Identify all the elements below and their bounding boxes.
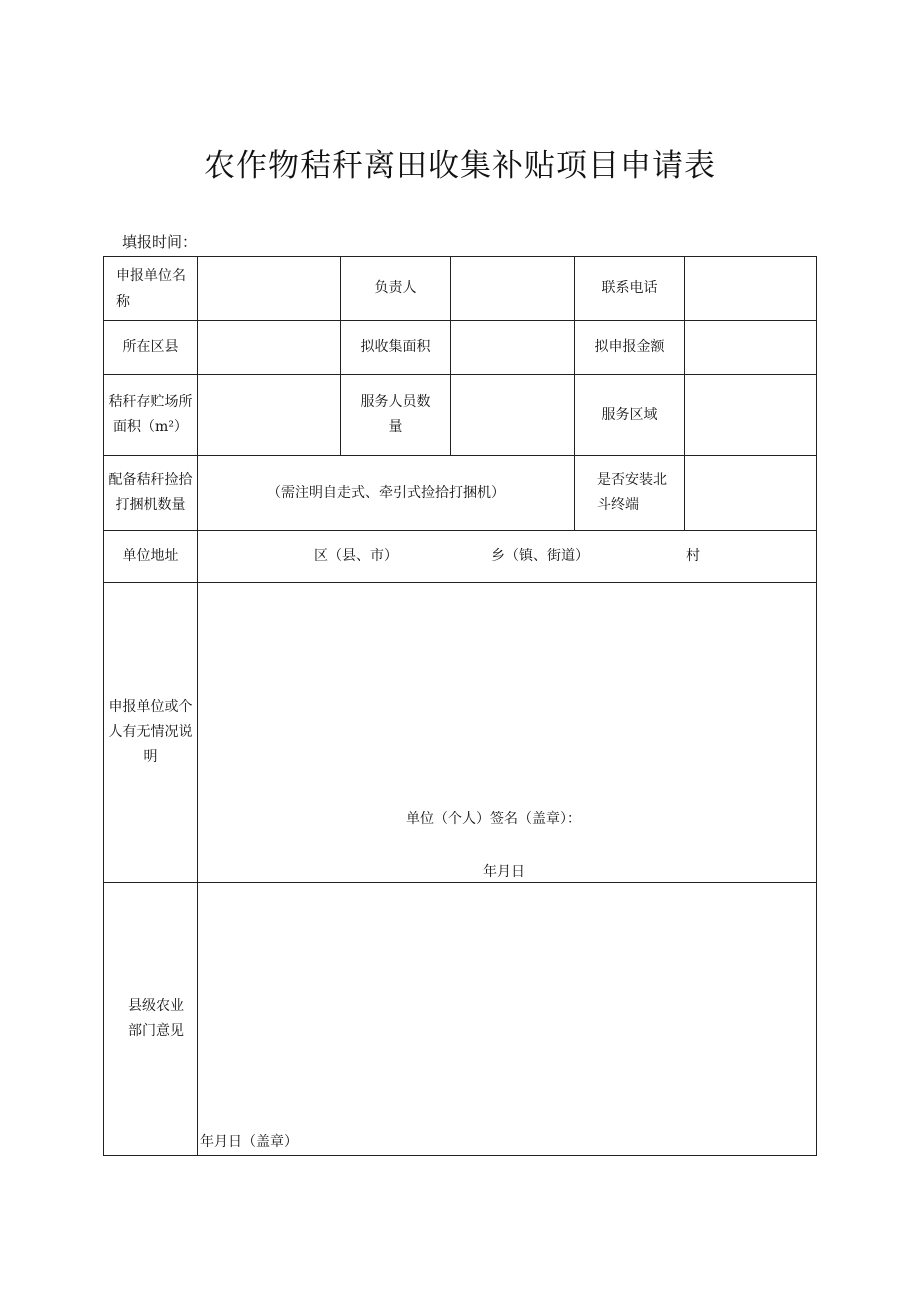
address-town: 乡（镇、街道） (491, 548, 589, 564)
equipment-count-label: 配备秸秆捡拾打捆机数量 (104, 456, 198, 531)
address-district: 区（县、市） (314, 548, 398, 564)
area-field[interactable] (451, 321, 575, 375)
owner-field[interactable] (451, 257, 575, 321)
service-area-field[interactable] (685, 375, 817, 456)
storage-area-field[interactable] (198, 375, 341, 456)
area-label: 拟收集面积 (341, 321, 451, 375)
staff-count-label: 服务人员数量 (341, 375, 451, 456)
service-area-label: 服务区域 (575, 375, 685, 456)
amount-field[interactable] (685, 321, 817, 375)
application-form (103, 256, 817, 1156)
equipment-count-field[interactable]: （需注明自走式、牵引式捡拾打捆机） (198, 456, 575, 531)
beidou-label: 是否安装北斗终端 (575, 456, 685, 531)
fill-time-label: 填报时间： (122, 233, 198, 251)
address-village: 村 (686, 548, 700, 564)
storage-area-label: 秸秆存贮场所面积（m²） (104, 375, 198, 456)
statement-date: 年月日 (483, 864, 525, 880)
beidou-field[interactable] (685, 456, 817, 531)
amount-label: 拟申报金额 (575, 321, 685, 375)
opinion-field[interactable] (198, 883, 817, 1156)
opinion-date-seal: 年月日（盖章） (200, 1134, 298, 1150)
statement-label: 申报单位或个人有无情况说明 (104, 583, 198, 883)
opinion-label: 县级农业部门意见 (104, 883, 198, 1156)
statement-field[interactable] (198, 583, 817, 883)
district-label: 所在区县 (104, 321, 198, 375)
address-label: 单位地址 (104, 531, 198, 583)
signature-line: 单位（个人）签名（盖章）： (406, 811, 581, 827)
page-title: 农作物秸秆离田收集补贴项目申请表 (204, 148, 716, 184)
unit-name-label: 申报单位名称 (104, 257, 198, 321)
owner-label: 负责人 (341, 257, 451, 321)
phone-field[interactable] (685, 257, 817, 321)
district-field[interactable] (198, 321, 341, 375)
unit-name-field[interactable] (198, 257, 341, 321)
phone-label: 联系电话 (575, 257, 685, 321)
staff-count-field[interactable] (451, 375, 575, 456)
address-field[interactable] (198, 531, 817, 583)
